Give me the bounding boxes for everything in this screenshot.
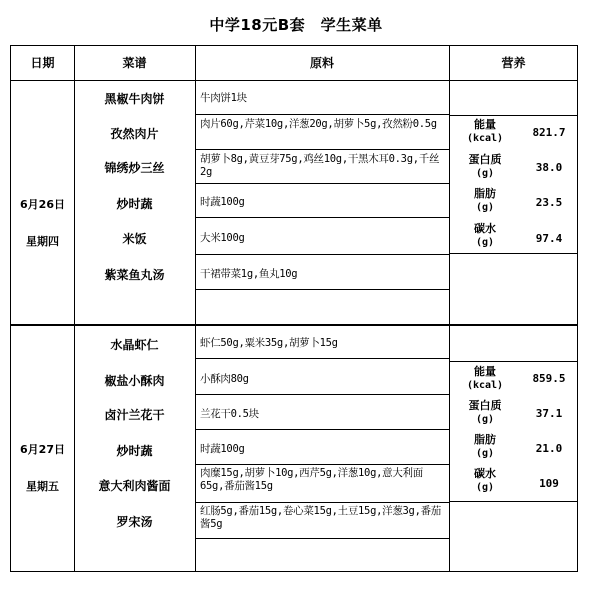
nutrition-label: 脂肪 (g) (474, 433, 496, 459)
dish-ingredients: 虾仁50g,粟米35g,胡萝卜15g (200, 337, 338, 349)
header-nutrition: 营养 (501, 56, 526, 70)
row-divider (195, 538, 449, 539)
day-weekday: 星期五 (26, 480, 59, 493)
row-divider (195, 429, 449, 430)
row-divider (195, 254, 449, 255)
dish-name: 罗宋汤 (116, 515, 153, 529)
nutrition-label: 能量 (kcal) (466, 365, 504, 391)
menu-table (10, 45, 578, 572)
nutrition-label: 蛋白质 (g) (468, 153, 502, 179)
nutrition-value: 37.1 (535, 407, 563, 420)
nutrition-label: 能量 (kcal) (466, 118, 504, 144)
dish-ingredients: 肉糜15g,胡萝卜10g,西芹5g,洋葱10g,意大利面65g,番茄酱15g (200, 467, 423, 492)
nutrition-value: 38.0 (535, 161, 563, 174)
row-divider (449, 115, 578, 116)
nutrition-label: 脂肪 (g) (474, 187, 496, 213)
dish-name: 意大利肉酱面 (98, 479, 171, 493)
dish-name: 孜然肉片 (110, 127, 159, 141)
row-divider (195, 289, 449, 290)
nutrition-value: 859.5 (532, 372, 566, 385)
nutrition-label: 蛋白质 (g) (468, 399, 502, 425)
dish-ingredients: 牛肉饼1块 (200, 92, 247, 104)
dish-ingredients: 红肠5g,番茄15g,卷心菜15g,土豆15g,洋葱3g,番茄酱5g (200, 505, 441, 530)
nutrition-value: 821.7 (532, 126, 566, 139)
dish-name: 水晶虾仁 (110, 338, 159, 352)
row-divider (195, 464, 449, 465)
nutrition-value: 97.4 (535, 232, 563, 245)
row-divider (449, 253, 578, 254)
dish-ingredients: 时蔬100g (200, 443, 245, 455)
dish-ingredients: 胡萝卜8g,黄豆芽75g,鸡丝10g,干黑木耳0.3g,千丝2g (200, 153, 440, 178)
day-date: 6月27日 (20, 443, 65, 456)
day-date: 6月26日 (20, 198, 65, 211)
header-dish: 菜谱 (122, 56, 147, 70)
page-title: 中学18元B套 学生菜单 (209, 16, 383, 34)
header-date: 日期 (30, 56, 55, 70)
dish-ingredients: 肉片60g,芹菜10g,洋葱20g,胡萝卜5g,孜然粉0.5g (200, 118, 437, 130)
table-divider (11, 324, 577, 326)
row-divider (195, 502, 449, 503)
dish-name: 卤汁兰花干 (104, 408, 165, 422)
row-divider (195, 217, 449, 218)
dish-name: 黑椒牛肉饼 (104, 92, 165, 106)
nutrition-value: 109 (539, 477, 559, 490)
dish-name: 米饭 (122, 232, 147, 246)
dish-ingredients: 小酥肉80g (200, 373, 249, 385)
row-divider (449, 501, 578, 502)
dish-name: 炒时蔬 (116, 197, 153, 211)
row-divider (195, 114, 449, 115)
nutrition-label: 碳水 (g) (474, 467, 496, 493)
dish-ingredients: 大米100g (200, 232, 245, 244)
dish-name: 锦绣炒三丝 (104, 161, 165, 175)
dish-ingredients: 时蔬100g (200, 196, 245, 208)
table-divider (449, 46, 450, 571)
row-divider (195, 149, 449, 150)
header-ingredients: 原料 (309, 56, 334, 70)
row-divider (195, 394, 449, 395)
nutrition-value: 21.0 (535, 442, 563, 455)
dish-name: 椒盐小酥肉 (104, 374, 165, 388)
table-divider (195, 46, 196, 571)
nutrition-label: 碳水 (g) (474, 222, 496, 248)
table-divider (11, 80, 577, 81)
dish-ingredients: 兰花干0.5块 (200, 408, 259, 420)
row-divider (449, 361, 578, 362)
dish-name: 紫菜鱼丸汤 (104, 268, 165, 282)
nutrition-value: 23.5 (535, 196, 563, 209)
dish-name: 炒时蔬 (116, 444, 153, 458)
row-divider (195, 358, 449, 359)
day-weekday: 星期四 (26, 235, 59, 248)
dish-ingredients: 干裙带菜1g,鱼丸10g (200, 268, 298, 280)
row-divider (195, 183, 449, 184)
